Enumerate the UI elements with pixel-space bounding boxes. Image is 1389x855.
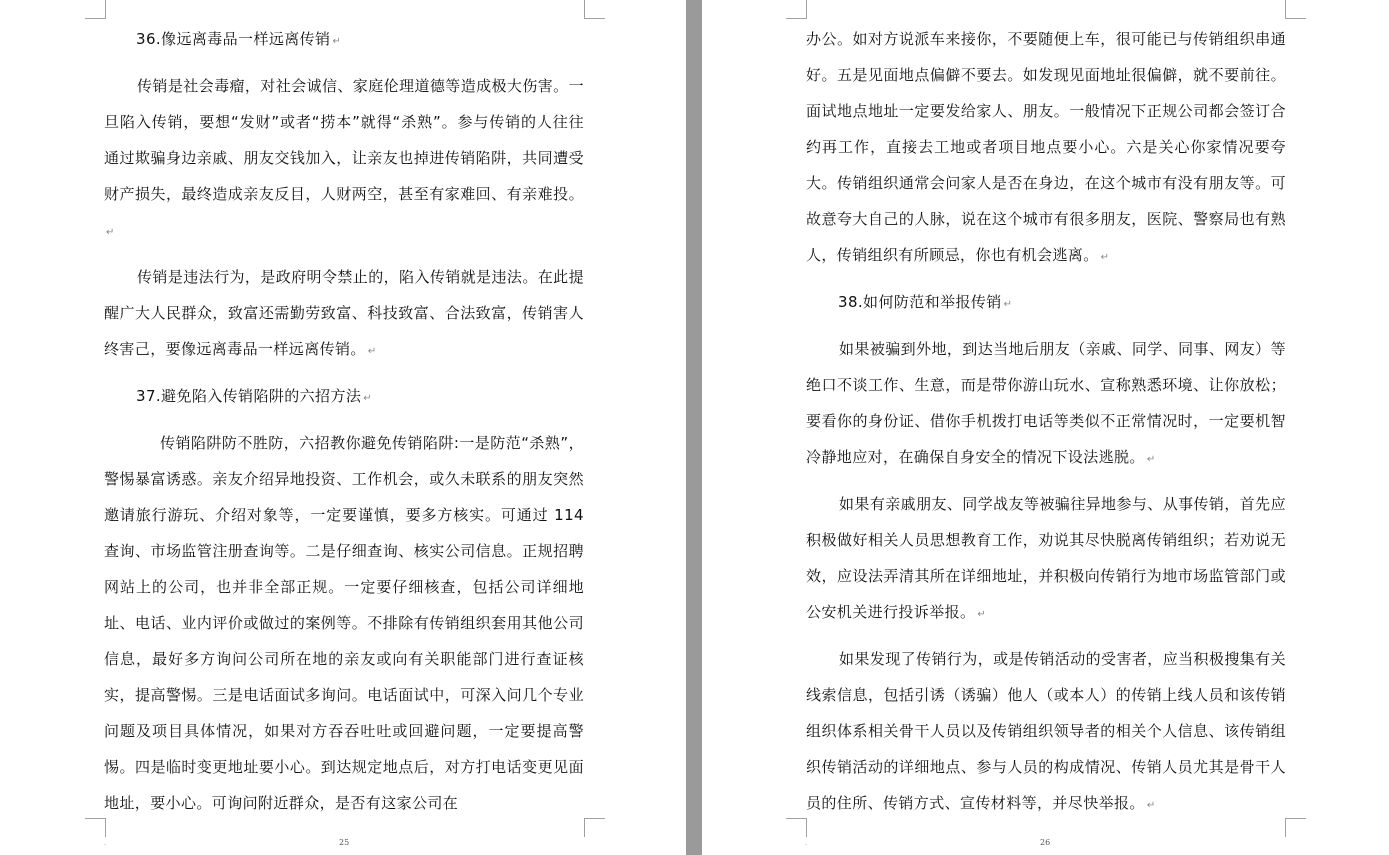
crop-mark-bottom-right <box>1285 818 1306 837</box>
crop-mark-top-right <box>1285 0 1306 19</box>
paragraph <box>104 259 584 370</box>
crop-mark-bottom-left <box>786 818 807 837</box>
paragraph-text: 传销是社会毒瘤，对社会诚信、家庭伦理道德等造成极大伤害。一旦陷入传销，要想“发财”或者“捞本”就得“杀熟”。参与传销的人往往通过欺骗身边亲戚、朋友交钱加入，让亲友也掉进传销陷阱，共同遭受财产损失，最终造成亲友反目，人财两空，甚至有家难回、有亲难投。 <box>104 77 584 203</box>
section-heading-36 <box>104 21 584 60</box>
crop-mark-bottom-left <box>85 818 106 837</box>
document-page-left <box>0 0 686 855</box>
heading-text: 37.避免陷入传销陷阱的六招方法 <box>136 387 362 405</box>
paragraph <box>806 486 1286 633</box>
crop-mark-top-right <box>584 0 605 19</box>
paragraph-mark-icon: ↵ <box>1146 454 1156 465</box>
crop-mark-bottom-right <box>584 818 605 837</box>
page-number: 25 <box>339 838 350 847</box>
section-heading-37 <box>104 378 584 417</box>
paragraph <box>104 425 584 821</box>
paragraph-mark-icon: ↵ <box>363 393 373 404</box>
paragraph-mark-icon: ↵ <box>1146 800 1156 811</box>
document-page-right <box>702 0 1389 855</box>
paragraph-mark-icon: ↵ <box>106 227 115 238</box>
paragraph <box>806 641 1286 824</box>
paragraph-mark-icon: ↵ <box>1003 299 1013 310</box>
section-heading-38 <box>806 284 1286 323</box>
paragraph-text: 传销是违法行为，是政府明令禁止的，陷入传销就是违法。在此提醒广大人民群众，致富还需勤劳致富、科技致富、合法致富，传销害人终害己，要像远离毒品一样远离传销。 <box>104 268 584 358</box>
paragraph-mark-icon: ↵ <box>977 609 987 620</box>
page-text-area[interactable] <box>806 21 1286 832</box>
paragraph-mark-icon: ↵ <box>332 36 342 47</box>
page-number: 26 <box>1040 838 1051 847</box>
heading-text: 36.像远离毒品一样远离传销 <box>136 30 331 48</box>
paragraph-text: 传销陷阱防不胜防，六招教你避免传销陷阱:一是防范“杀熟”，警惕暴富诱惑。亲友介绍异地投资、工作机会，或久未联系的朋友突然邀请旅行游玩、介绍对象等，一定要谨慎，要多方核实。可通过 114 查询、市场监管注册查询等。二是仔细查询、核实公司信息。正规招聘网站上的公司，也并非全部正规。一定要仔细核查，包括公司详细地址、电话、业内评价或做过的案例等。不排除有传销组织套用其他公司信息，最好多方询问公司所在地的亲友或向有关职能部门进行查证核实，提高警惕。三是电话面试多询问。电话面试中，可深入问几个专业问题及项目具体情况，如果对方吞吞吐吐或回避问题，一定要提高警惕。四是临时变更地址要小心。到达规定地点后，对方打电话变更见面地址，要小心。可询问附近群众，是否有这家公司在 <box>104 434 584 812</box>
paragraph <box>104 68 584 251</box>
heading-text: 38.如何防范和举报传销 <box>838 293 1002 311</box>
paragraph <box>806 331 1286 478</box>
paragraph-mark-icon: ↵ <box>367 346 377 357</box>
footer-mark: . <box>104 839 107 847</box>
paragraph-text: 如果被骗到外地，到达当地后朋友（亲戚、同学、同事、网友）等绝口不谈工作、生意，而是带你游山玩水、宣称熟悉环境、让你放松；要看你的身份证、借你手机拨打电话等类似不正常情况时，一定要机智冷静地应对，在确保自身安全的情况下设法逃脱。 <box>806 340 1286 466</box>
footer-mark: . <box>805 839 808 847</box>
crop-mark-top-left <box>85 0 106 19</box>
page-text-area[interactable] <box>104 21 584 821</box>
paragraph-mark-icon: ↵ <box>1100 252 1110 263</box>
paragraph-text: 如果发现了传销行为，或是传销活动的受害者，应当积极搜集有关线索信息，包括引诱（诱骗）他人（或本人）的传销上线人员和该传销组织体系相关骨干人员以及传销组织领导者的相关个人信息、该传销组织传销活动的详细地点、参与人员的构成情况、传销人员尤其是骨干人员的住所、传销方式、宣传材料等，并尽快举报。 <box>806 650 1286 812</box>
paragraph <box>806 21 1286 276</box>
crop-mark-top-left <box>786 0 807 19</box>
paragraph-text: 如果有亲戚朋友、同学战友等被骗往异地参与、从事传销，首先应积极做好相关人员思想教育工作，劝说其尽快脱离传销组织；若劝说无效，应设法弄清其所在详细地址，并积极向传销行为地市场监管部门或公安机关进行投诉举报。 <box>806 495 1286 621</box>
paragraph-text: 办公。如对方说派车来接你，不要随便上车，很可能已与传销组织串通好。五是见面地点偏僻不要去。如发现见面地址很偏僻，就不要前往。面试地点地址一定要发给家人、朋友。一般情况下正规公司都会签订合约再工作，直接去工地或者项目地点要小心。六是关心你家情况要夸大。传销组织通常会问家人是否在身边，在这个城市有没有朋友等。可故意夸大自己的人脉，说在这个城市有很多朋友，医院、警察局也有熟人，传销组织有所顾忌，你也有机会逃离。 <box>806 30 1286 264</box>
